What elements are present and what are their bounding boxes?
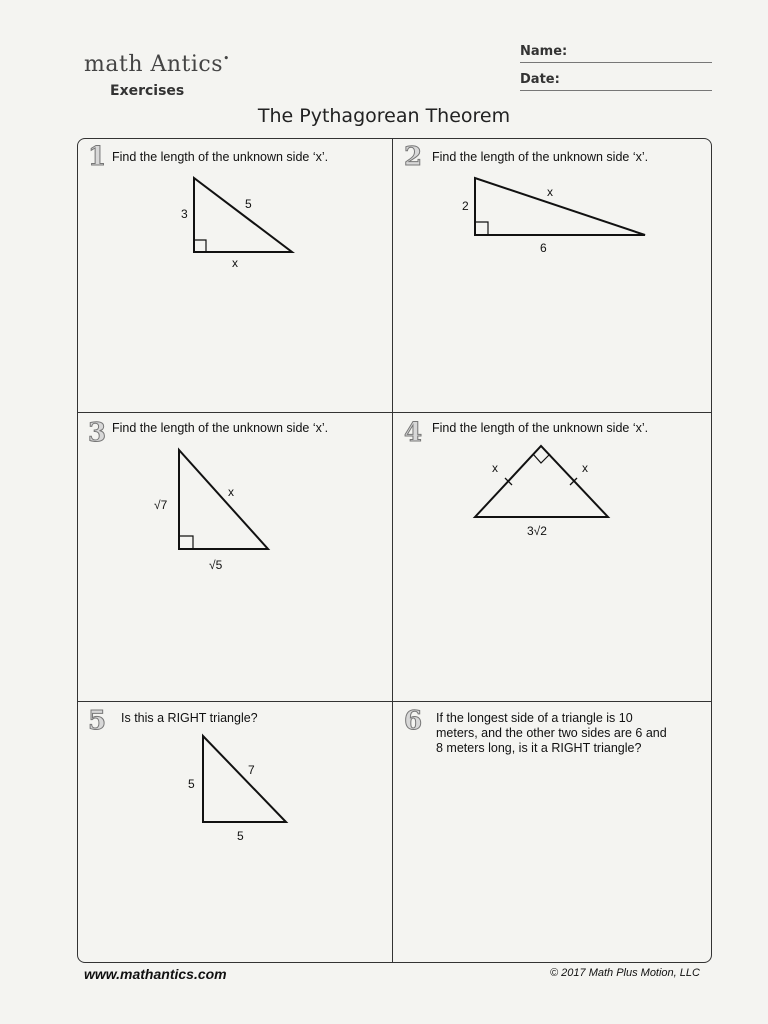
triangle-shape (203, 736, 286, 822)
triangle-shape (179, 450, 268, 549)
grid-divider-horizontal (78, 701, 711, 702)
name-line[interactable] (520, 62, 712, 63)
side-label: √5 (209, 558, 223, 572)
date-label: Date: (520, 72, 560, 87)
right-angle-mark (475, 222, 488, 235)
side-label: 2 (462, 199, 469, 213)
problem-number: 5 (88, 706, 107, 736)
side-label: x (547, 185, 553, 199)
triangle-figure (180, 730, 300, 845)
side-label: x (228, 485, 234, 499)
right-triangle-figure (455, 170, 655, 260)
problem-prompt: Find the length of the unknown side ‘x’. (112, 150, 329, 164)
side-label: 5 (245, 197, 252, 211)
side-label: 7 (248, 763, 255, 777)
isosceles-right-triangle-figure (465, 440, 625, 545)
brand-logo-text: math Antics (84, 52, 224, 77)
triangle-shape (475, 446, 608, 517)
problem-number: 3 (88, 418, 107, 448)
footer-website[interactable]: www.mathantics.com (84, 966, 227, 982)
problem-prompt: Find the length of the unknown side ‘x’. (432, 421, 649, 435)
problem-number: 4 (404, 418, 423, 448)
grid-divider-vertical (392, 139, 393, 962)
grid-divider-horizontal (78, 412, 711, 413)
date-line[interactable] (520, 90, 712, 91)
right-triangle-figure (150, 445, 285, 575)
right-angle-mark (194, 240, 206, 252)
footer-copyright: © 2017 Math Plus Motion, LLC (550, 967, 700, 979)
side-label: 5 (188, 777, 195, 791)
problem-number: 6 (404, 706, 423, 736)
problem-prompt: Find the length of the unknown side ‘x’. (432, 150, 649, 164)
side-label: 3√2 (527, 524, 547, 538)
page-title: The Pythagorean Theorem (257, 105, 511, 127)
brand-logo-mark: • (223, 52, 231, 65)
side-label: 6 (540, 241, 547, 255)
triangle-shape (194, 178, 292, 252)
side-label: 5 (237, 829, 244, 843)
triangle-shape (475, 178, 645, 235)
problem-prompt: If the longest side of a triangle is 10 meters, and the other two sides are 6 and 8 meters long, is it a RIGHT triangle? (436, 711, 667, 755)
brand-subtitle: Exercises (110, 83, 185, 99)
side-label: √7 (154, 498, 168, 512)
problem-number: 1 (88, 142, 107, 172)
side-label: x (492, 461, 498, 475)
side-label: x (582, 461, 588, 475)
brand-logo (84, 52, 230, 77)
problem-prompt: Find the length of the unknown side ‘x’. (112, 421, 329, 435)
problem-number: 2 (404, 142, 423, 172)
name-label: Name: (520, 44, 568, 59)
side-label: 3 (181, 207, 188, 221)
right-triangle-figure (170, 170, 310, 270)
problem-prompt: Is this a RIGHT triangle? (121, 711, 258, 725)
side-label: x (232, 256, 238, 270)
right-angle-mark (179, 536, 193, 549)
right-angle-mark (533, 454, 550, 463)
